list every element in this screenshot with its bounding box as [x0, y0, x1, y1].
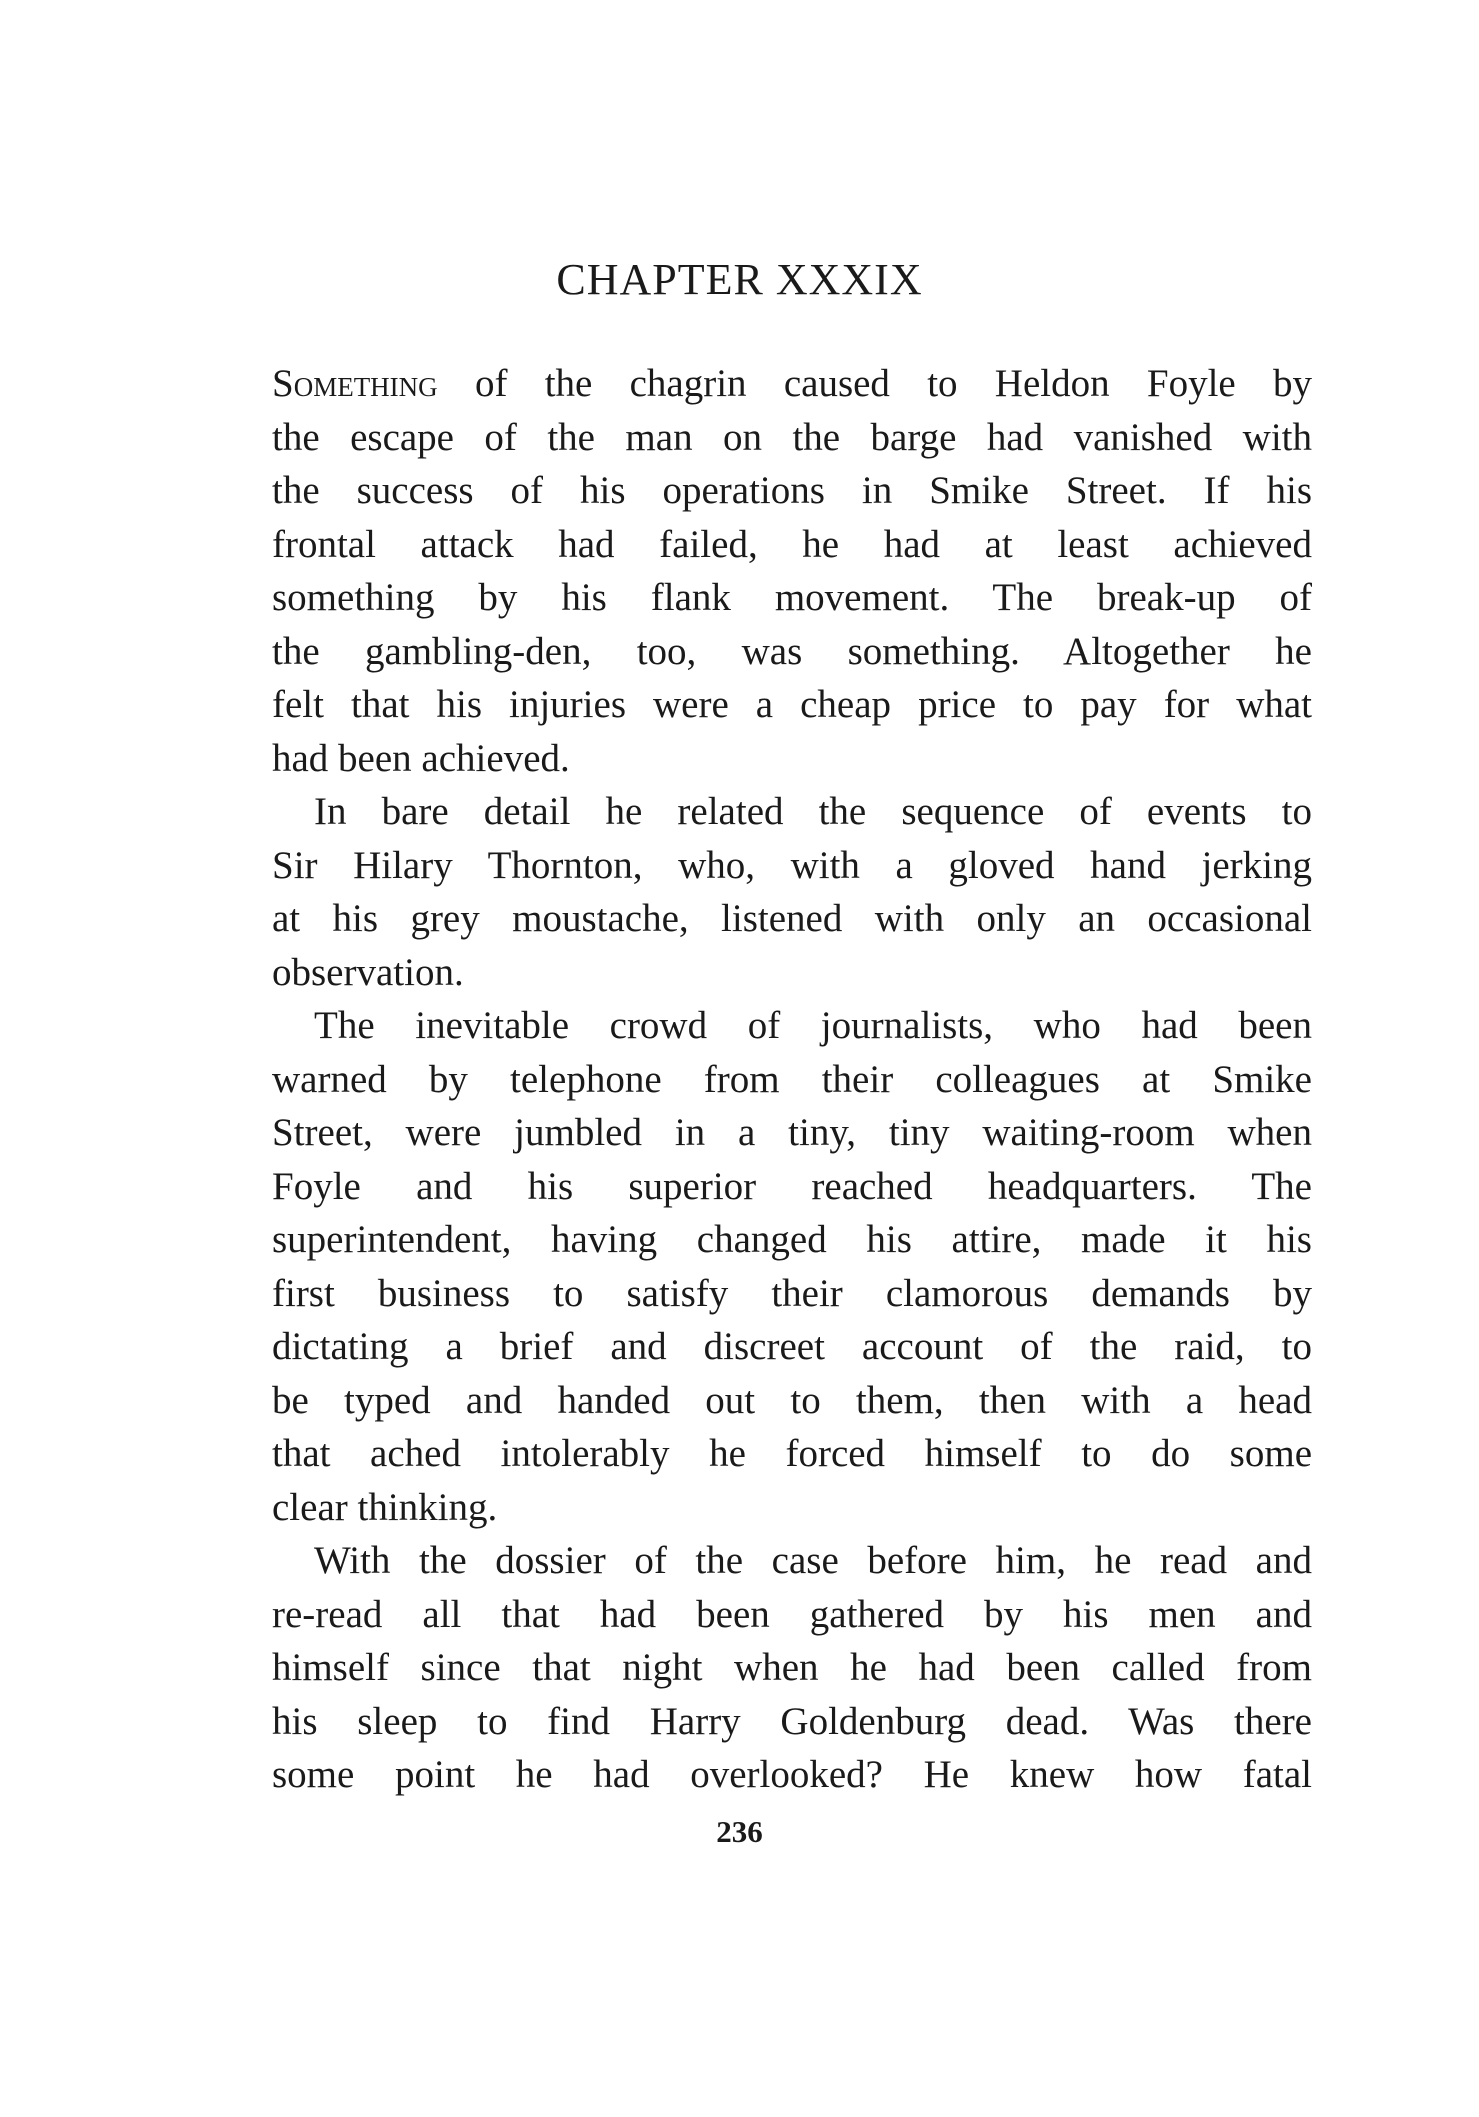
- text-line: be typed and handed out to them, then with a head: [272, 1378, 1312, 1422]
- text-line: In bare detail he related the sequence of events to: [314, 790, 1312, 833]
- body-text: [272, 357, 1312, 1802]
- text-line-rest: of the chagrin caused to Heldon Foyle by: [437, 362, 1312, 405]
- text-line: re-read all that had been gathered by his men and: [272, 1592, 1312, 1636]
- text-line: The inevitable crowd of journalists, who had been: [314, 1004, 1312, 1047]
- text-line: Sir Hilary Thornton, who, with a gloved hand jerking: [272, 843, 1312, 887]
- text-line: himself since that night when he had been called from: [272, 1646, 1312, 1689]
- text-line: first business to satisfy their clamorous demands by: [272, 1271, 1312, 1315]
- text-line: superintendent, having changed his attire, made it his: [272, 1218, 1312, 1261]
- text-line: something by his flank movement. The break-up of: [272, 576, 1312, 619]
- text-line: had been achieved.: [272, 736, 570, 780]
- text-line: Foyle and his superior reached headquarters. The: [272, 1164, 1312, 1208]
- text-line: the escape of the man on the barge had vanished with: [272, 415, 1312, 459]
- chapter-title: CHAPTER XXXIX: [556, 255, 923, 304]
- text-line: clear thinking.: [272, 1485, 498, 1529]
- text-line: the gambling-den, too, was something. Altogether he: [272, 629, 1312, 673]
- text-line: With the dossier of the case before him, he read and: [314, 1539, 1312, 1582]
- text-line: that ached intolerably he forced himself to do some: [272, 1432, 1312, 1475]
- text-line: warned by telephone from their colleagues at Smike: [272, 1057, 1312, 1101]
- text-line: observation.: [272, 950, 464, 994]
- text-line: his sleep to find Harry Goldenburg dead. Was there: [272, 1699, 1312, 1743]
- text-line: dictating a brief and discreet account of the raid, to: [272, 1325, 1312, 1368]
- drop-lead-word: Something: [272, 362, 438, 405]
- page-number: 236: [716, 1814, 763, 1849]
- text-line: [272, 357, 1312, 411]
- text-line: Street, were jumbled in a tiny, tiny waiting-room when: [272, 1111, 1312, 1154]
- text-line: the success of his operations in Smike Street. If his: [272, 469, 1312, 512]
- text-line: frontal attack had failed, he had at least achieved: [272, 522, 1312, 566]
- text-line: at his grey moustache, listened with only an occasional: [272, 897, 1312, 940]
- text-line: felt that his injuries were a cheap price to pay for what: [272, 683, 1312, 726]
- text-line: some point he had overlooked? He knew how fatal: [272, 1753, 1312, 1796]
